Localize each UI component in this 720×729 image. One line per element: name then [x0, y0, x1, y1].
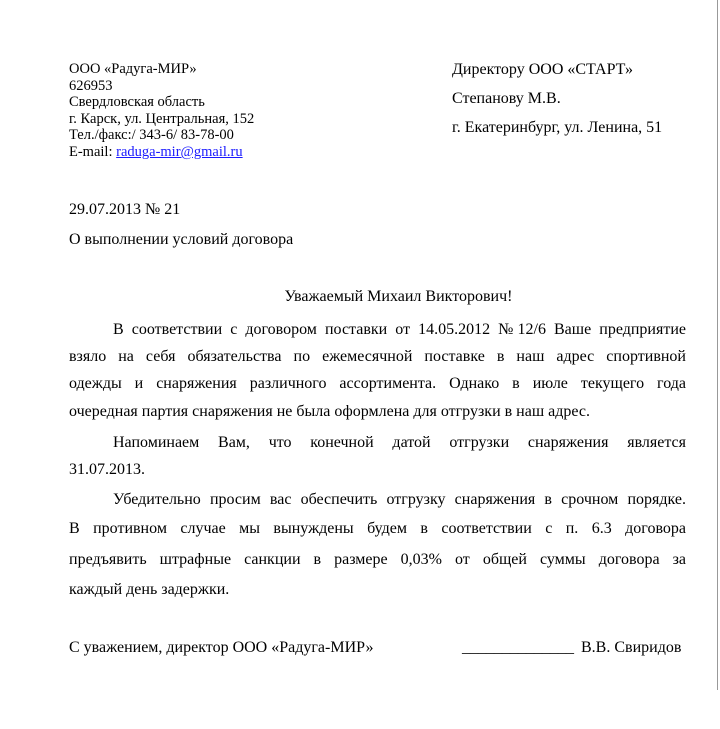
subject: О выполнении условий договора: [69, 231, 294, 248]
recipient-title: Директору ООО «СТАРТ»: [452, 61, 634, 78]
body-line: одежды и снаряжения различного ассортимента. Однако в июле текущего года: [69, 375, 686, 392]
body-line: очередная партия снаряжения не была оформлена для отгрузки в наш адрес.: [69, 403, 591, 420]
sender-company: ООО «Радуга-МИР»: [69, 61, 197, 77]
body-line: взяло на себя обязательства по ежемесячной поставке в наш адрес спортивной: [69, 348, 686, 365]
body-line: 31.07.2013.: [69, 461, 145, 478]
email-link[interactable]: raduga-mir@gmail.ru: [116, 144, 243, 160]
signatory: В.В. Свиридов: [581, 639, 682, 656]
sender-region: Свердловская область: [69, 94, 205, 110]
sender-address: г. Карск, ул. Центральная, 152: [69, 111, 255, 127]
email-label: E-mail:: [69, 144, 117, 160]
sender-postcode: 626953: [69, 78, 113, 94]
recipient-name: Степанову М.В.: [452, 90, 561, 107]
body-line: В противном случае мы вынуждены будем в соответствии с п. 6.3 договора: [69, 520, 686, 537]
recipient-address: г. Екатеринбург, ул. Ленина, 51: [452, 119, 663, 136]
date-number: 29.07.2013 № 21: [69, 201, 181, 218]
signature-line: ______________: [462, 639, 574, 656]
body-line: В соответствии с договором поставки от 14.05.2012 №12/6 Ваше предприятие: [113, 321, 686, 338]
sender-email-row: [69, 145, 243, 160]
sender-phone: Тел./факс:/ 343-6/ 83-78-00: [69, 127, 234, 143]
body-line: каждый день задержки.: [69, 581, 230, 598]
body-line: предъявить штрафные санкции в размере 0,03% от общей суммы договора за: [69, 551, 686, 568]
body-line: Убедительно просим вас обеспечить отгрузку снаряжения в срочном порядке.: [113, 491, 686, 508]
body-line: Напоминаем Вам, что конечной датой отгрузки снаряжения является: [113, 434, 686, 451]
greeting: Уважаемый Михаил Викторович!: [284, 288, 513, 305]
closing: С уважением, директор ООО «Радуга-МИР»: [69, 639, 374, 656]
page-edge: [717, 0, 718, 690]
